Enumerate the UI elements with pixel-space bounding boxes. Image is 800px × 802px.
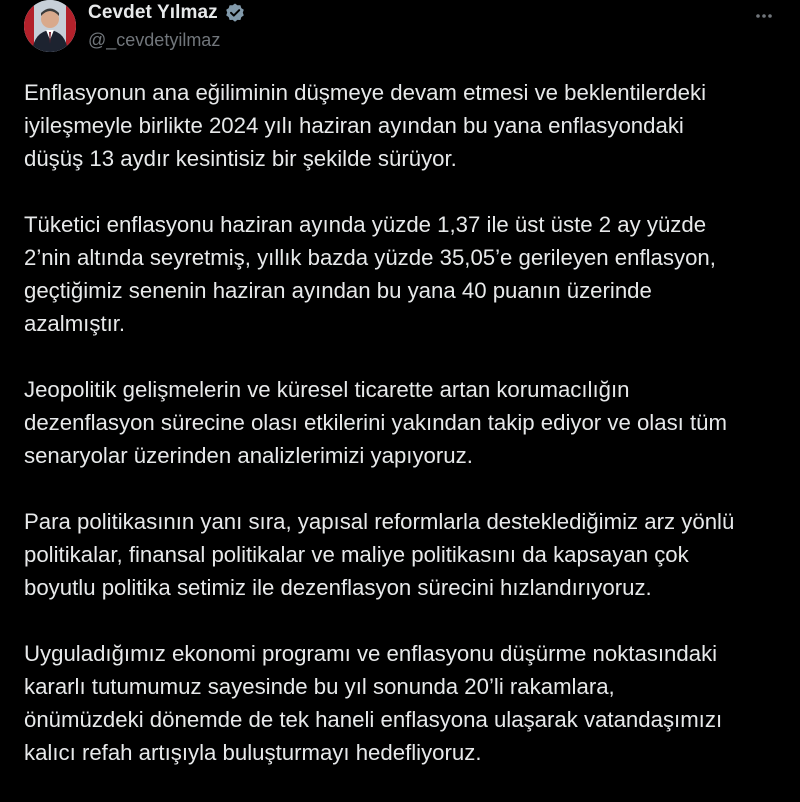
tweet-header bbox=[24, 0, 784, 60]
avatar[interactable] bbox=[24, 0, 76, 52]
tweet-paragraph: Tüketici enflasyonu haziran ayında yüzde 1,37 ile üst üste 2 ay yüzde 2’nin altında seyretmiş, yıllık bazda yüzde 35,05’e gerileyen enflasyon, geçtiğimiz senenin haziran ayından bu yana 40 puanın üzerinde azalmıştır. bbox=[24, 212, 716, 336]
more-horizontal-icon bbox=[753, 5, 775, 27]
tweet-paragraph: Uyguladığımız ekonomi programı ve enflasyonu düşürme noktasındaki kararlı tutumumuz sayesinde bu yıl sonunda 20’li rakamlara, önümüzdeki dönemde de tek haneli enflasyona ulaşarak vatandaşımızı kalıcı refah artışıyla buluşturmayı hedefliyoruz. bbox=[24, 641, 723, 765]
tweet-paragraph: Jeopolitik gelişmelerin ve küresel ticarette artan korumacılığın dezenflasyon sürecine olası etkilerini yakından takip ediyor ve olası tüm senaryolar üzerinden analizlerimizi yapıyoruz. bbox=[24, 377, 727, 468]
name-row bbox=[88, 2, 246, 24]
tweet-paragraph: Para politikasının yanı sıra, yapısal reformlarla desteklediğimiz arz yönlü politikalar, finansal politikalar ve maliye politikasını da kapsayan çok boyutlu politika setimiz ile dezenflasyon sürecini hızlandırıyoruz. bbox=[24, 509, 735, 600]
display-name[interactable]: Cevdet Yılmaz bbox=[88, 2, 218, 23]
verified-badge-icon bbox=[224, 2, 246, 24]
tweet-text bbox=[24, 76, 784, 802]
more-options-button[interactable] bbox=[752, 4, 776, 28]
tweet-paragraph: Enflasyonun ana eğiliminin düşmeye devam etmesi ve beklentilerdeki iyileşmeyle birlikte 2024 yılı haziran ayından bu yana enflasyondaki düşüş 13 aydır kesintisiz bir şekilde sürüyor. bbox=[24, 80, 707, 171]
user-handle[interactable]: @_cevdetyilmaz bbox=[88, 30, 221, 50]
